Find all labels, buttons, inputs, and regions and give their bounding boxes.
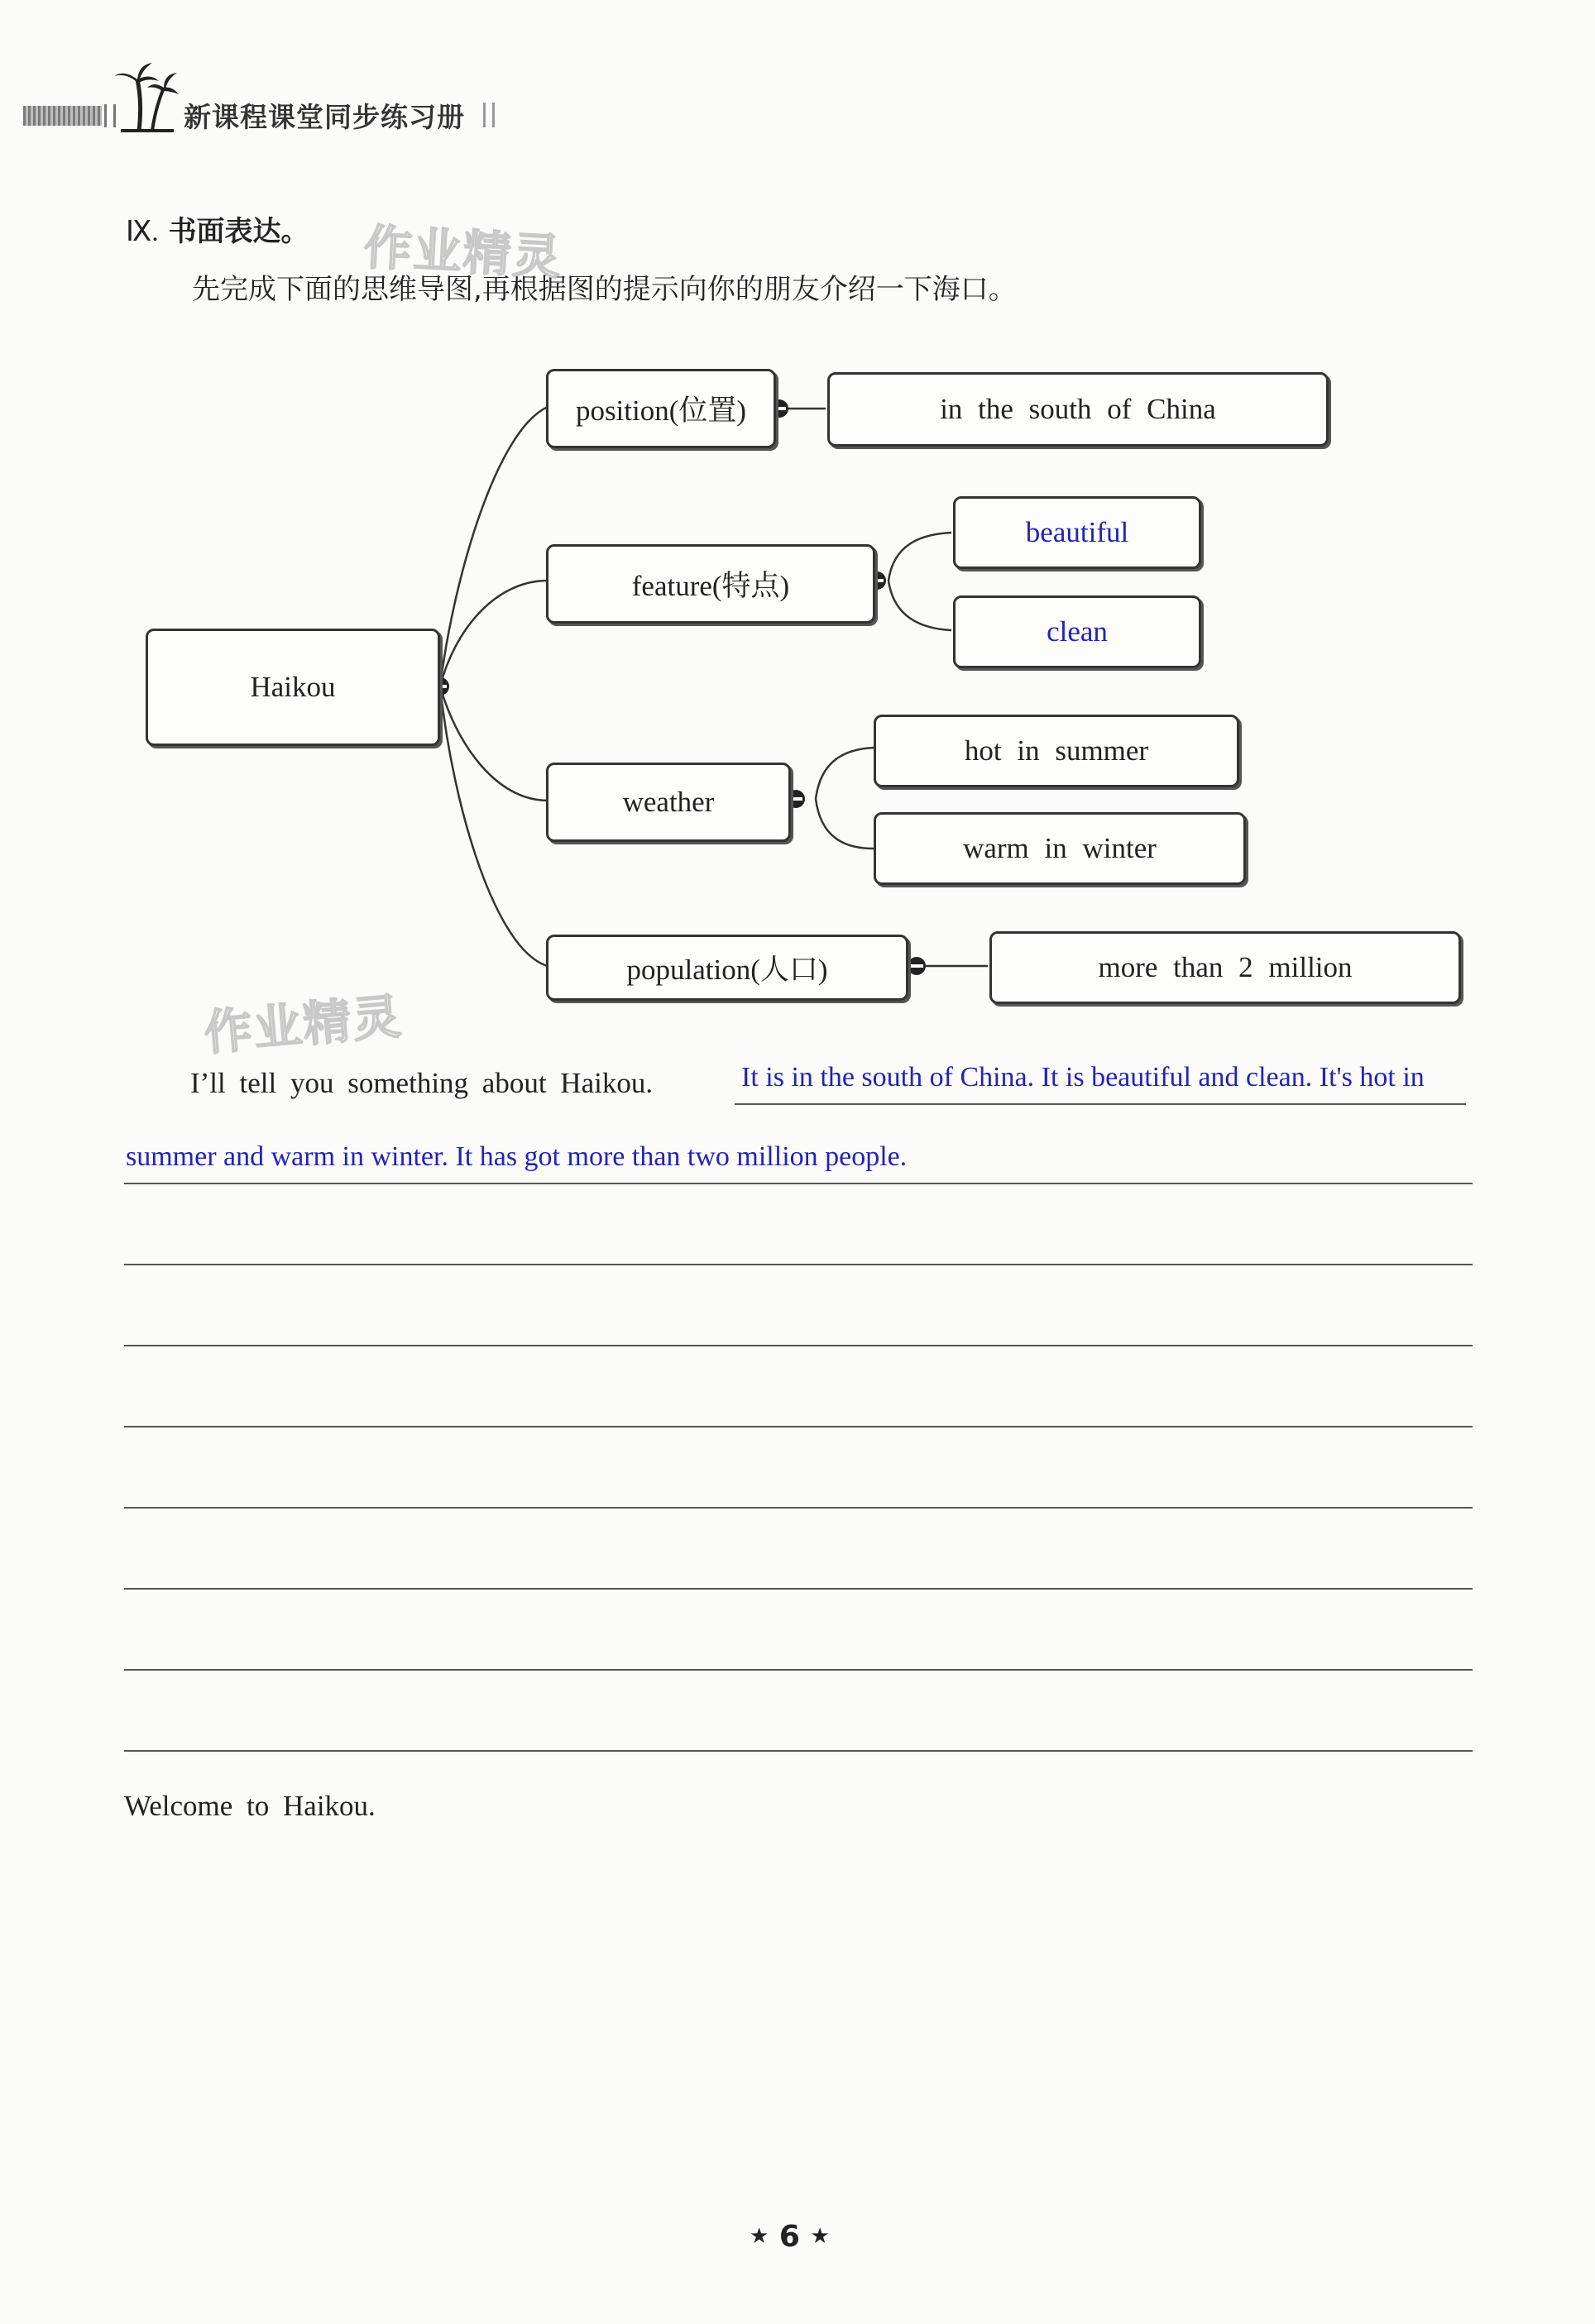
writing-line	[124, 1750, 1473, 1752]
feature-answer-clean: clean	[953, 595, 1201, 668]
writing-intro: I’ll tell you something about Haikou.	[190, 1067, 654, 1099]
workbook-title: 新课程课堂同步练习册	[184, 101, 465, 133]
section-instruction: 先完成下面的思维导图,再根据图的提示向你的朋友介绍一下海口。	[192, 273, 1017, 306]
handwritten-answer-line-2: summer and warm in winter. It has got more than two million people.	[126, 1141, 908, 1172]
section-title: 书面表达。	[168, 215, 309, 248]
branch-weather-label: weather	[546, 763, 791, 842]
writing-line	[124, 1345, 1473, 1346]
collapse-node	[908, 957, 926, 975]
branch-position-value: in the south of China	[827, 372, 1329, 447]
mindmap-center-node: Haikou	[146, 629, 440, 746]
star-icon: ★	[750, 2224, 769, 2249]
writing-line	[124, 1183, 1473, 1184]
mindmap-connectors	[0, 0, 1595, 1042]
writing-line	[124, 1264, 1473, 1265]
page-number	[750, 2220, 830, 2254]
handwritten-answer-line-1: It is in the south of China. It is beautiful and clean. It's hot in	[741, 1062, 1425, 1093]
writing-line	[124, 1507, 1473, 1509]
section-number: Ⅸ.	[126, 217, 159, 247]
writing-line	[124, 1588, 1473, 1590]
branch-feature-label: feature(特点)	[546, 544, 875, 624]
watermark-stamp: 作业精灵	[201, 987, 405, 1062]
writing-line	[124, 1426, 1473, 1427]
weather-value-winter: warm in winter	[874, 812, 1246, 885]
branch-position-label: position(位置)	[546, 369, 776, 448]
writing-line	[735, 1103, 1466, 1105]
feature-answer-beautiful: beautiful	[953, 496, 1201, 569]
watermark-stamp: 作业精灵	[362, 218, 564, 286]
page-number-value: 6	[778, 2220, 800, 2254]
star-icon: ★	[810, 2224, 830, 2249]
branch-population-label: population(人口)	[546, 935, 908, 1001]
weather-value-summer: hot in summer	[874, 715, 1239, 787]
writing-closing: Welcome to Haikou.	[124, 1790, 376, 1822]
writing-line	[124, 1669, 1473, 1671]
population-value: more than 2 million	[989, 931, 1461, 1004]
